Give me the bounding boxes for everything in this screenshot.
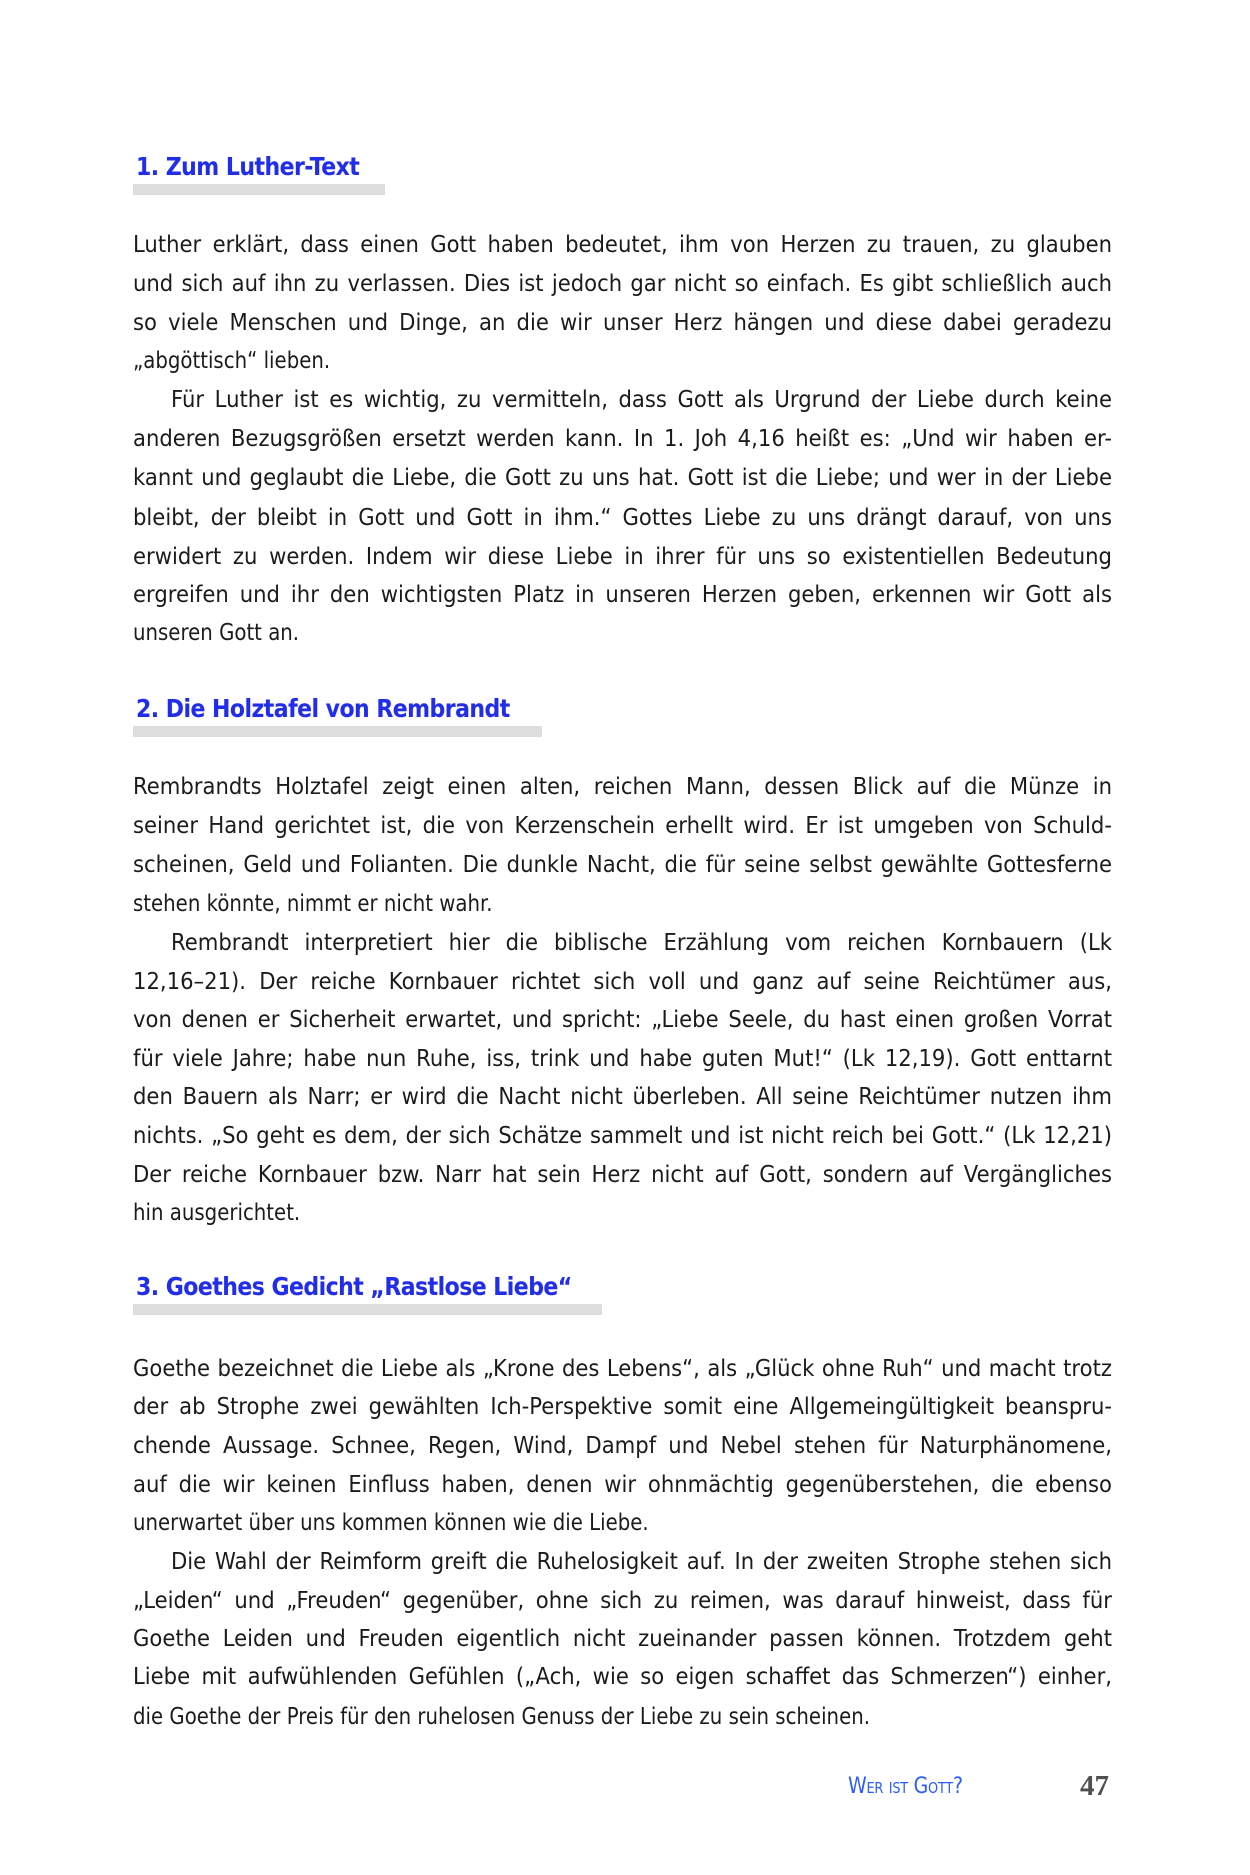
body-line: den Bauern als Narr; er wird die Nacht nicht überleben. All seine Reichtümer nutzen ihm	[133, 1082, 1112, 1110]
body-line: die Goethe der Preis für den ruhelosen Genuss der Liebe zu sein scheinen.	[133, 1702, 871, 1730]
body-line: der ab Strophe zwei gewählten Ich-Perspektive somit eine Allgemeingültigkeit beanspru-	[133, 1392, 1112, 1420]
body-line: von denen er Sicherheit erwartet, und spricht: „Liebe Seele, du hast einen großen Vorrat	[133, 1005, 1112, 1033]
body-line: Goethe Leiden und Freuden eigentlich nicht zueinander passen können. Trotzdem geht	[133, 1624, 1112, 1652]
section-heading: 3. Goethes Gedicht „Rastlose Liebe“	[136, 1272, 572, 1301]
heading-underline-bar	[133, 184, 385, 195]
body-line: stehen könnte, nimmt er nicht wahr.	[133, 889, 493, 917]
body-line: seiner Hand gerichtet ist, die von Kerzenschein erhellt wird. Er ist umgeben von Schuld-	[133, 811, 1112, 839]
body-line: und sich auf ihn zu verlassen. Dies ist jedoch gar nicht so einfach. Es gibt schließlich auch	[133, 269, 1112, 297]
heading-underline-bar	[133, 726, 542, 737]
section-heading: 1. Zum Luther-Text	[136, 152, 360, 181]
body-line: unseren Gott an.	[133, 618, 300, 646]
body-line: so viele Menschen und Dinge, an die wir unser Herz hängen und diese dabei geradezu	[133, 308, 1112, 336]
body-line: erwidert zu werden. Indem wir diese Liebe in ihrer für uns so existentiellen Bedeutung	[133, 542, 1112, 570]
body-line: „abgöttisch“ lieben.	[133, 346, 331, 374]
body-line: auf die wir keinen Einfluss haben, denen wir ohnmächtig gegenüberstehen, die ebenso	[133, 1470, 1112, 1498]
body-line: Der reiche Kornbauer bzw. Narr hat sein Herz nicht auf Gott, sondern auf Vergängliches	[133, 1160, 1112, 1188]
body-line: hin ausgerichtet.	[133, 1198, 301, 1226]
body-line: kannt und geglaubt die Liebe, die Gott zu uns hat. Gott ist die Liebe; und wer in der Liebe	[133, 463, 1112, 491]
body-line: Rembrandt interpretiert hier die biblische Erzählung vom reichen Kornbauern (Lk	[171, 928, 1112, 956]
body-line: Die Wahl der Reimform greift die Ruhelosigkeit auf. In der zweiten Strophe stehen sich	[171, 1547, 1112, 1575]
section-heading: 2. Die Holztafel von Rembrandt	[136, 694, 510, 723]
body-line: Goethe bezeichnet die Liebe als „Krone des Lebens“, als „Glück ohne Ruh“ und macht trotz	[133, 1354, 1112, 1382]
body-line: unerwartet über uns kommen können wie die Liebe.	[133, 1508, 649, 1536]
running-title: Wer ist Gott?	[848, 1774, 963, 1799]
body-line: chende Aussage. Schnee, Regen, Wind, Dampf und Nebel stehen für Naturphänomene,	[133, 1431, 1112, 1459]
page-number: 47	[1080, 1770, 1109, 1802]
body-line: scheinen, Geld und Folianten. Die dunkle Nacht, die für seine selbst gewählte Gottesferne	[133, 850, 1112, 878]
body-line: Luther erklärt, dass einen Gott haben bedeutet, ihm von Herzen zu trauen, zu glauben	[133, 230, 1112, 258]
body-line: ergreifen und ihr den wichtigsten Platz in unseren Herzen geben, erkennen wir Gott als	[133, 580, 1112, 608]
body-line: anderen Bezugsgrößen ersetzt werden kann. In 1. Joh 4,16 heißt es: „Und wir haben er-	[133, 424, 1112, 452]
body-line: 12,16–21). Der reiche Kornbauer richtet sich voll und ganz auf seine Reichtümer aus,	[133, 967, 1112, 995]
body-line: nichts. „So geht es dem, der sich Schätze sammelt und ist nicht reich bei Gott.“ (Lk 12,21)	[133, 1121, 1112, 1149]
body-line: Liebe mit aufwühlenden Gefühlen („Ach, wie so eigen schaffet das Schmerzen“) einher,	[133, 1662, 1112, 1690]
body-line: bleibt, der bleibt in Gott und Gott in ihm.“ Gottes Liebe zu uns drängt darauf, von uns	[133, 503, 1112, 531]
body-line: Für Luther ist es wichtig, zu vermitteln, dass Gott als Urgrund der Liebe durch keine	[171, 385, 1112, 413]
body-line: Rembrandts Holztafel zeigt einen alten, reichen Mann, dessen Blick auf die Münze in	[133, 772, 1112, 800]
body-line: „Leiden“ und „Freuden“ gegenüber, ohne sich zu reimen, was darauf hinweist, dass für	[133, 1586, 1112, 1614]
body-line: für viele Jahre; habe nun Ruhe, iss, trink und habe guten Mut!“ (Lk 12,19). Gott enttarnt	[133, 1044, 1112, 1072]
heading-underline-bar	[133, 1304, 602, 1315]
